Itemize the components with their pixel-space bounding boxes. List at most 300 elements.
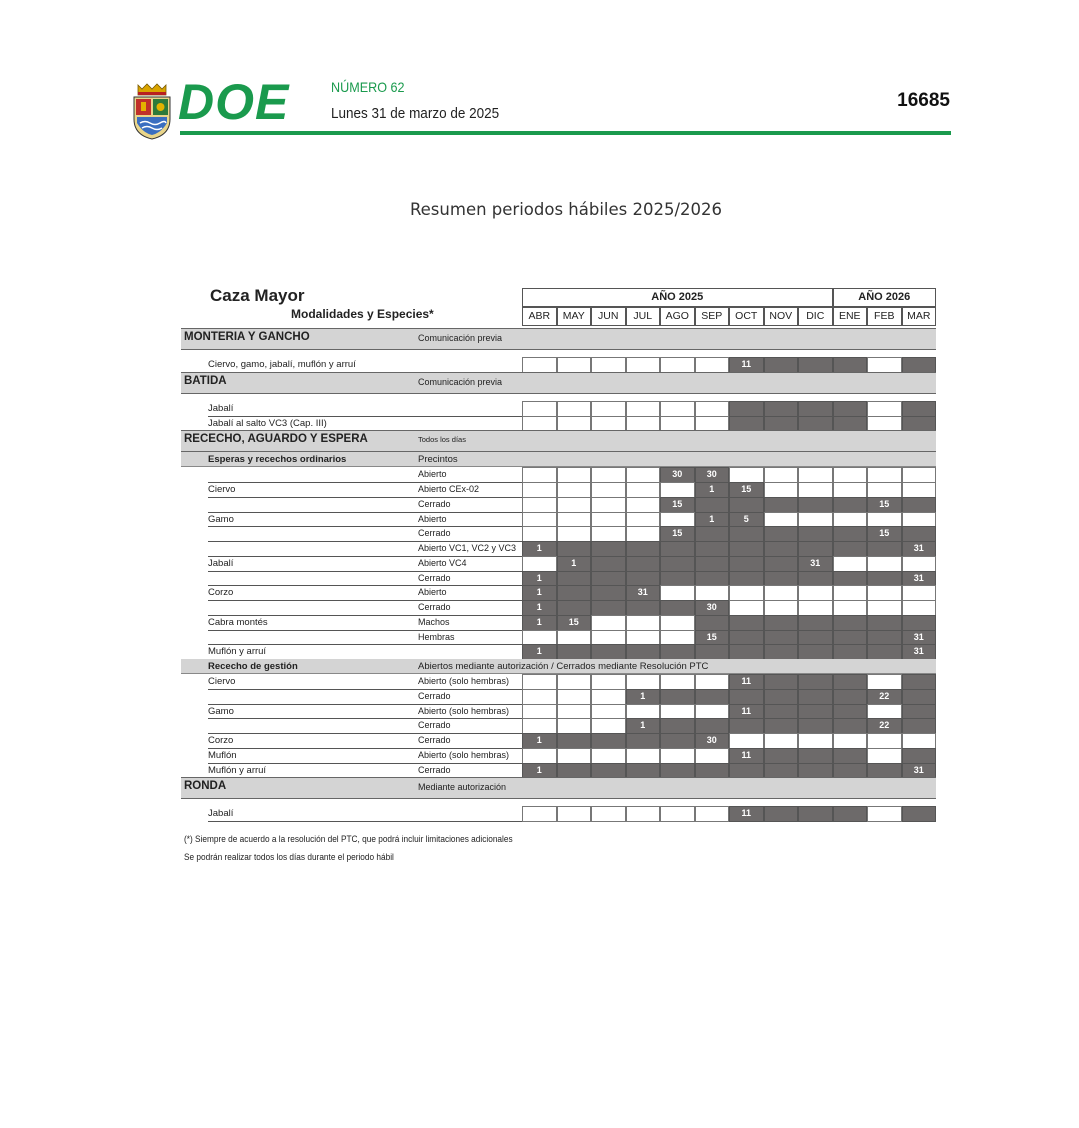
month-cell <box>867 571 902 587</box>
month-cell <box>695 689 730 705</box>
month-cell <box>902 806 937 822</box>
month-header-oct: OCT <box>729 307 764 326</box>
month-cell <box>798 644 833 660</box>
month-cell <box>626 630 661 646</box>
month-header-ene: ENE <box>833 307 868 326</box>
month-cell <box>591 556 626 572</box>
status-label: Cerrado <box>418 720 451 731</box>
status-label: Machos <box>418 616 450 627</box>
month-cell <box>764 806 799 822</box>
month-cell <box>660 704 695 720</box>
month-cell <box>867 401 902 417</box>
month-cell: 1 <box>522 644 557 660</box>
month-cell <box>798 416 833 432</box>
month-cell <box>591 482 626 498</box>
status-label: Abierto (solo hembras) <box>418 705 510 716</box>
month-cell <box>626 401 661 417</box>
month-cell <box>729 416 764 432</box>
month-cell <box>764 763 799 779</box>
month-cell <box>833 704 868 720</box>
month-cell <box>557 748 592 764</box>
row-divider <box>208 585 522 586</box>
month-cell <box>729 541 764 557</box>
month-cell <box>902 718 937 734</box>
month-cell <box>833 689 868 705</box>
species-label: Cabra montés <box>208 616 268 628</box>
month-cell <box>798 748 833 764</box>
month-cell <box>591 748 626 764</box>
month-cell <box>729 615 764 631</box>
issue-date: Lunes 31 de marzo de 2025 <box>331 105 500 122</box>
month-cell <box>902 600 937 616</box>
month-cell <box>833 600 868 616</box>
month-cell <box>729 644 764 660</box>
section-title: MONTERIA Y GANCHO <box>184 331 310 343</box>
table-subheading: Modalidades y Especies* <box>291 307 434 321</box>
status-label: Abierto <box>418 469 447 480</box>
month-cell <box>833 630 868 646</box>
month-cell: 1 <box>522 600 557 616</box>
month-cell <box>591 497 626 513</box>
month-cell <box>695 674 730 690</box>
month-cell <box>764 704 799 720</box>
month-cell <box>764 541 799 557</box>
month-cell <box>660 806 695 822</box>
month-cell: 15 <box>867 674 902 690</box>
month-cell <box>764 689 799 705</box>
row-divider <box>208 748 522 749</box>
row-divider <box>208 482 522 483</box>
month-cell <box>695 585 730 601</box>
species-label: Jabalí <box>208 402 234 414</box>
month-cell <box>764 497 799 513</box>
month-cell <box>626 806 661 822</box>
month-cell <box>902 733 937 749</box>
month-cell <box>557 718 592 734</box>
month-cell <box>798 763 833 779</box>
month-header-may: MAY <box>557 307 592 326</box>
month-cell: 15 <box>867 357 902 373</box>
month-cell: 15 <box>867 748 902 764</box>
month-cell <box>522 718 557 734</box>
row-divider <box>208 571 522 572</box>
month-cell <box>626 600 661 616</box>
issue-number: NÚMERO 62 <box>331 79 405 95</box>
footnote-ptc: (*) Siempre de acuerdo a la resolución del PTC, que podrá incluir limitaciones adicionales <box>184 834 513 844</box>
month-cell <box>867 541 902 557</box>
month-cell <box>557 541 592 557</box>
month-cell <box>660 556 695 572</box>
month-cell: 31 <box>902 541 937 557</box>
section-title: BATIDA <box>184 374 227 387</box>
month-header-jun: JUN <box>591 307 626 326</box>
month-cell <box>695 763 730 779</box>
month-cell <box>660 357 695 373</box>
month-cell <box>764 748 799 764</box>
month-cell <box>729 718 764 734</box>
month-cell <box>626 526 661 542</box>
month-cell <box>798 674 833 690</box>
month-cell <box>902 556 937 572</box>
month-cell <box>522 526 557 542</box>
month-cell <box>660 512 695 528</box>
month-cell <box>660 482 695 498</box>
month-cell <box>764 674 799 690</box>
month-cell <box>798 467 833 483</box>
month-cell <box>660 541 695 557</box>
month-cell <box>867 630 902 646</box>
row-divider <box>208 615 522 616</box>
month-cell <box>522 674 557 690</box>
status-label: Cerrado <box>418 602 451 612</box>
month-cell <box>833 541 868 557</box>
month-cell <box>557 733 592 749</box>
month-cell <box>626 615 661 631</box>
month-cell: 31 <box>902 763 937 779</box>
status-label: Hembras <box>418 631 455 642</box>
month-cell <box>798 482 833 498</box>
species-label: Corzo <box>208 735 234 746</box>
month-cell <box>729 585 764 601</box>
month-cell <box>591 416 626 432</box>
month-cell <box>626 357 661 373</box>
month-cell <box>764 615 799 631</box>
status-label: Cerrado <box>418 735 451 745</box>
month-cell <box>591 806 626 822</box>
table-title: Resumen periodos hábiles 2025/2026 <box>409 200 723 219</box>
header-rule <box>180 131 951 135</box>
month-cell <box>798 689 833 705</box>
month-cell <box>626 416 661 432</box>
month-cell: 15 <box>557 615 592 631</box>
month-cell <box>867 416 902 432</box>
month-cell <box>798 585 833 601</box>
month-cell <box>798 571 833 587</box>
species-label: Muflón y arruí <box>208 764 267 776</box>
page-number: 16685 <box>897 90 950 111</box>
month-cell <box>591 718 626 734</box>
month-cell <box>557 704 592 720</box>
month-cell <box>833 556 868 572</box>
month-cell <box>626 512 661 528</box>
section-note: Todos los días <box>418 435 466 445</box>
month-cell <box>660 689 695 705</box>
month-cell <box>591 512 626 528</box>
month-cell <box>729 401 764 417</box>
month-cell <box>798 512 833 528</box>
month-cell: 30 <box>695 733 730 749</box>
month-cell <box>729 600 764 616</box>
month-cell: 1 <box>522 541 557 557</box>
month-header-feb: FEB <box>867 307 902 326</box>
footnotes <box>184 830 541 866</box>
species-label: Ciervo, gamo, jabalí, muflón y arruí <box>208 359 356 370</box>
month-cell <box>902 748 937 764</box>
species-label: Muflón y arruí <box>208 646 267 658</box>
year-header-2025: AÑO 2025 <box>522 288 833 307</box>
month-cell: 30 <box>695 467 730 483</box>
hunting-periods-table <box>181 286 936 820</box>
month-cell <box>695 556 730 572</box>
month-cell: 1 <box>695 482 730 498</box>
month-cell <box>660 615 695 631</box>
month-cell <box>591 600 626 616</box>
row-divider <box>208 763 522 764</box>
section-note: Comunicación previa <box>418 333 503 343</box>
section-title: RONDA <box>184 780 227 793</box>
month-cell <box>833 512 868 528</box>
month-cell: 31 <box>902 630 937 646</box>
month-cell <box>695 615 730 631</box>
month-cell <box>833 357 868 373</box>
month-cell <box>764 600 799 616</box>
month-cell <box>833 733 868 749</box>
month-cell: 11 <box>729 704 764 720</box>
month-cell <box>522 401 557 417</box>
month-cell <box>764 467 799 483</box>
month-cell <box>833 526 868 542</box>
month-cell: 1 <box>522 585 557 601</box>
status-label: Abierto CEx-02 <box>418 484 480 494</box>
month-cell <box>798 541 833 557</box>
month-cell <box>557 526 592 542</box>
month-cell <box>660 600 695 616</box>
species-label: Jabalí al salto VC3 (Cap. III) <box>208 417 327 429</box>
month-cell <box>591 541 626 557</box>
month-cell <box>695 806 730 822</box>
month-cell <box>833 585 868 601</box>
month-cell <box>833 748 868 764</box>
status-label: Cerrado <box>418 572 451 583</box>
month-cell: 11 <box>729 806 764 822</box>
year-header-2026: AÑO 2026 <box>833 288 937 307</box>
subsection-note: Precintos <box>418 454 458 466</box>
row-divider <box>208 689 522 690</box>
month-header-dic: DIC <box>798 307 833 326</box>
month-cell <box>522 467 557 483</box>
month-cell: 31 <box>902 644 937 660</box>
month-cell: 31 <box>902 571 937 587</box>
row-divider <box>208 733 522 734</box>
month-cell <box>764 401 799 417</box>
month-cell <box>833 644 868 660</box>
month-cell <box>798 497 833 513</box>
month-cell <box>522 689 557 705</box>
month-cell <box>798 526 833 542</box>
month-cell <box>764 733 799 749</box>
month-cell <box>591 467 626 483</box>
row-divider <box>208 718 522 719</box>
month-cell <box>695 718 730 734</box>
month-header-mar: MAR <box>902 307 937 326</box>
month-cell <box>522 630 557 646</box>
month-cell <box>626 748 661 764</box>
month-cell <box>591 763 626 779</box>
section-bar <box>181 777 936 799</box>
month-cell <box>695 644 730 660</box>
month-cell <box>626 763 661 779</box>
month-cell <box>695 541 730 557</box>
month-cell <box>591 704 626 720</box>
month-cell: 11 <box>729 748 764 764</box>
status-label: Abierto (solo hembras) <box>418 676 510 686</box>
month-cell <box>557 482 592 498</box>
month-cell <box>902 482 937 498</box>
status-label: Cerrado <box>418 690 451 701</box>
month-cell <box>902 615 937 631</box>
month-cell <box>729 526 764 542</box>
month-cell <box>660 571 695 587</box>
month-cell: 11 <box>729 674 764 690</box>
species-label: Jabalí <box>208 557 234 569</box>
month-cell <box>695 571 730 587</box>
month-cell <box>833 763 868 779</box>
month-cell: 31 <box>626 585 661 601</box>
month-cell <box>695 704 730 720</box>
month-cell: 15 <box>695 630 730 646</box>
month-cell <box>626 644 661 660</box>
month-cell: 22 <box>867 689 902 705</box>
month-cell <box>764 644 799 660</box>
month-cell <box>902 674 937 690</box>
month-cell <box>867 615 902 631</box>
month-cell <box>557 600 592 616</box>
month-cell <box>729 571 764 587</box>
month-header-sep: SEP <box>695 307 730 326</box>
month-cell <box>833 806 868 822</box>
month-cell <box>695 497 730 513</box>
month-cell <box>764 416 799 432</box>
month-header-abr: ABR <box>522 307 557 326</box>
status-label: Abierto VC4 <box>418 557 467 568</box>
row-divider <box>208 821 522 822</box>
row-divider <box>208 526 522 527</box>
footnote-every-day: Se podrán realizar todos los días durante el periodo hábil <box>184 852 394 862</box>
month-cell <box>660 674 695 690</box>
month-cell <box>764 571 799 587</box>
month-cell <box>833 718 868 734</box>
row-divider <box>208 416 522 417</box>
month-cell: 1 <box>695 512 730 528</box>
month-cell: 1 <box>557 556 592 572</box>
month-cell <box>626 704 661 720</box>
month-cell <box>798 718 833 734</box>
month-cell <box>729 467 764 483</box>
month-header-jul: JUL <box>626 307 661 326</box>
row-divider <box>208 630 522 631</box>
month-cell: 15 <box>660 497 695 513</box>
section-note: Comunicación previa <box>418 376 503 387</box>
month-cell <box>902 526 937 542</box>
month-cell <box>522 704 557 720</box>
month-cell <box>557 357 592 373</box>
month-cell <box>626 674 661 690</box>
subsection-title: Esperas y recechos ordinarios <box>208 454 347 466</box>
month-cell: 15 <box>867 806 902 822</box>
month-cell <box>591 615 626 631</box>
month-cell <box>557 689 592 705</box>
month-cell: 1 <box>626 718 661 734</box>
month-cell <box>522 357 557 373</box>
month-cell <box>902 704 937 720</box>
month-cell <box>833 401 868 417</box>
status-label: Abierto VC1, VC2 y VC3 <box>418 543 517 553</box>
month-cell <box>660 733 695 749</box>
month-cell <box>695 416 730 432</box>
section-note: Mediante autorización <box>418 782 507 793</box>
month-cell <box>764 718 799 734</box>
month-cell <box>695 526 730 542</box>
month-cell <box>522 748 557 764</box>
month-cell <box>557 416 592 432</box>
month-cell <box>764 357 799 373</box>
month-cell <box>557 467 592 483</box>
month-cell <box>867 556 902 572</box>
month-cell <box>729 689 764 705</box>
month-cell: 15 <box>729 482 764 498</box>
month-cell: 1 <box>522 571 557 587</box>
month-cell <box>557 674 592 690</box>
month-cell <box>833 467 868 483</box>
month-cell <box>522 497 557 513</box>
month-cell <box>660 644 695 660</box>
month-cell <box>729 630 764 646</box>
month-cell <box>557 585 592 601</box>
month-cell <box>867 467 902 483</box>
month-cell <box>557 401 592 417</box>
status-label: Abierto (solo hembras) <box>418 749 510 760</box>
month-cell: 11 <box>729 357 764 373</box>
row-divider <box>208 644 522 645</box>
month-cell <box>591 571 626 587</box>
month-cell <box>557 630 592 646</box>
species-label: Jabalí <box>208 808 234 820</box>
status-label: Abierto <box>418 513 447 524</box>
month-cell <box>557 497 592 513</box>
species-label: Gamo <box>208 513 234 525</box>
month-cell <box>522 806 557 822</box>
month-cell <box>695 748 730 764</box>
species-label: Corzo <box>208 587 234 599</box>
month-cell <box>798 630 833 646</box>
month-header-nov: NOV <box>764 307 799 326</box>
month-cell <box>798 806 833 822</box>
month-cell <box>902 416 937 432</box>
month-cell: 1 <box>522 733 557 749</box>
month-cell <box>626 482 661 498</box>
subsection-title: Rececho de gestión <box>208 661 298 672</box>
month-cell <box>660 718 695 734</box>
month-cell <box>798 600 833 616</box>
row-divider <box>208 556 522 557</box>
month-cell <box>833 615 868 631</box>
row-divider <box>208 541 522 542</box>
month-cell <box>833 416 868 432</box>
month-cell <box>867 600 902 616</box>
month-cell <box>833 571 868 587</box>
extremadura-coat-of-arms-logo <box>131 83 173 140</box>
month-cell <box>833 674 868 690</box>
month-cell <box>902 585 937 601</box>
month-cell: 5 <box>729 512 764 528</box>
month-cell: 30 <box>695 600 730 616</box>
month-cell <box>729 556 764 572</box>
month-cell <box>522 556 557 572</box>
month-cell <box>557 806 592 822</box>
month-cell <box>591 357 626 373</box>
month-cell: 15 <box>867 704 902 720</box>
section-bar <box>181 372 936 394</box>
